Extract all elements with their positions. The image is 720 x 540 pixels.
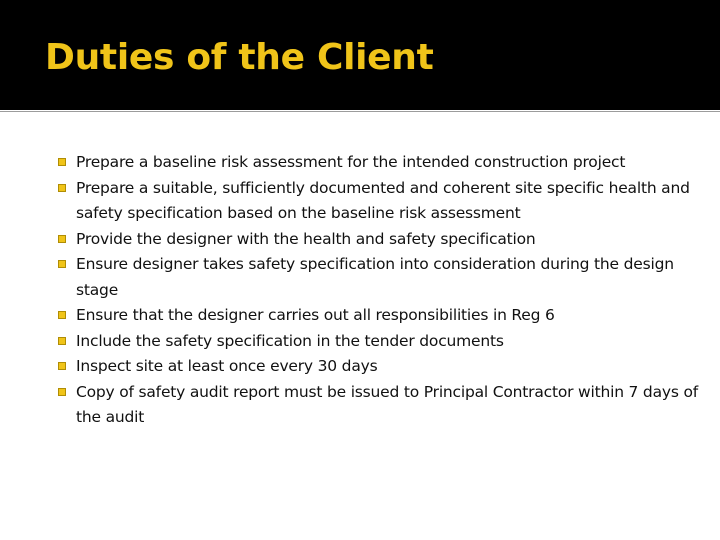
bullet-text: Provide the designer with the health and safety specification xyxy=(76,229,536,248)
bullet-text: Prepare a suitable, sufficiently documented and coherent site specific health and safety specification based on the baseline risk assessment xyxy=(76,178,690,222)
title-band xyxy=(0,0,720,110)
square-bullet-icon xyxy=(58,158,66,166)
slide-title: Duties of the Client xyxy=(45,37,434,78)
bullet-text: Inspect site at least once every 30 days xyxy=(76,357,378,375)
bullet-item-8 xyxy=(58,380,698,431)
bullet-text: Ensure that the designer carries out all responsibilities in Reg 6 xyxy=(76,306,555,324)
bullet-item-5 xyxy=(58,303,698,329)
bullet-item-7 xyxy=(58,354,698,380)
bullet-text: Copy of safety audit report must be issued to Principal Contractor within 7 days of the audit xyxy=(76,382,698,426)
square-bullet-icon xyxy=(58,260,66,268)
square-bullet-icon xyxy=(58,337,66,345)
square-bullet-icon xyxy=(58,388,66,396)
square-bullet-icon xyxy=(58,235,66,243)
title-divider xyxy=(0,111,720,112)
square-bullet-icon xyxy=(58,184,66,192)
square-bullet-icon xyxy=(58,311,66,319)
bullet-text: Prepare a baseline risk assessment for the intended construction project xyxy=(76,153,626,171)
bullet-list xyxy=(58,150,698,431)
bullet-item-3 xyxy=(58,227,698,253)
bullet-text: Include the safety specification in the tender documents xyxy=(76,331,504,350)
square-bullet-icon xyxy=(58,362,66,370)
bullet-text: Ensure designer takes safety specification into consideration during the design stage xyxy=(76,255,674,299)
bullet-item-6 xyxy=(58,329,698,355)
bullet-item-4 xyxy=(58,252,698,303)
bullet-item-1 xyxy=(58,150,698,176)
bullet-item-2 xyxy=(58,176,698,227)
